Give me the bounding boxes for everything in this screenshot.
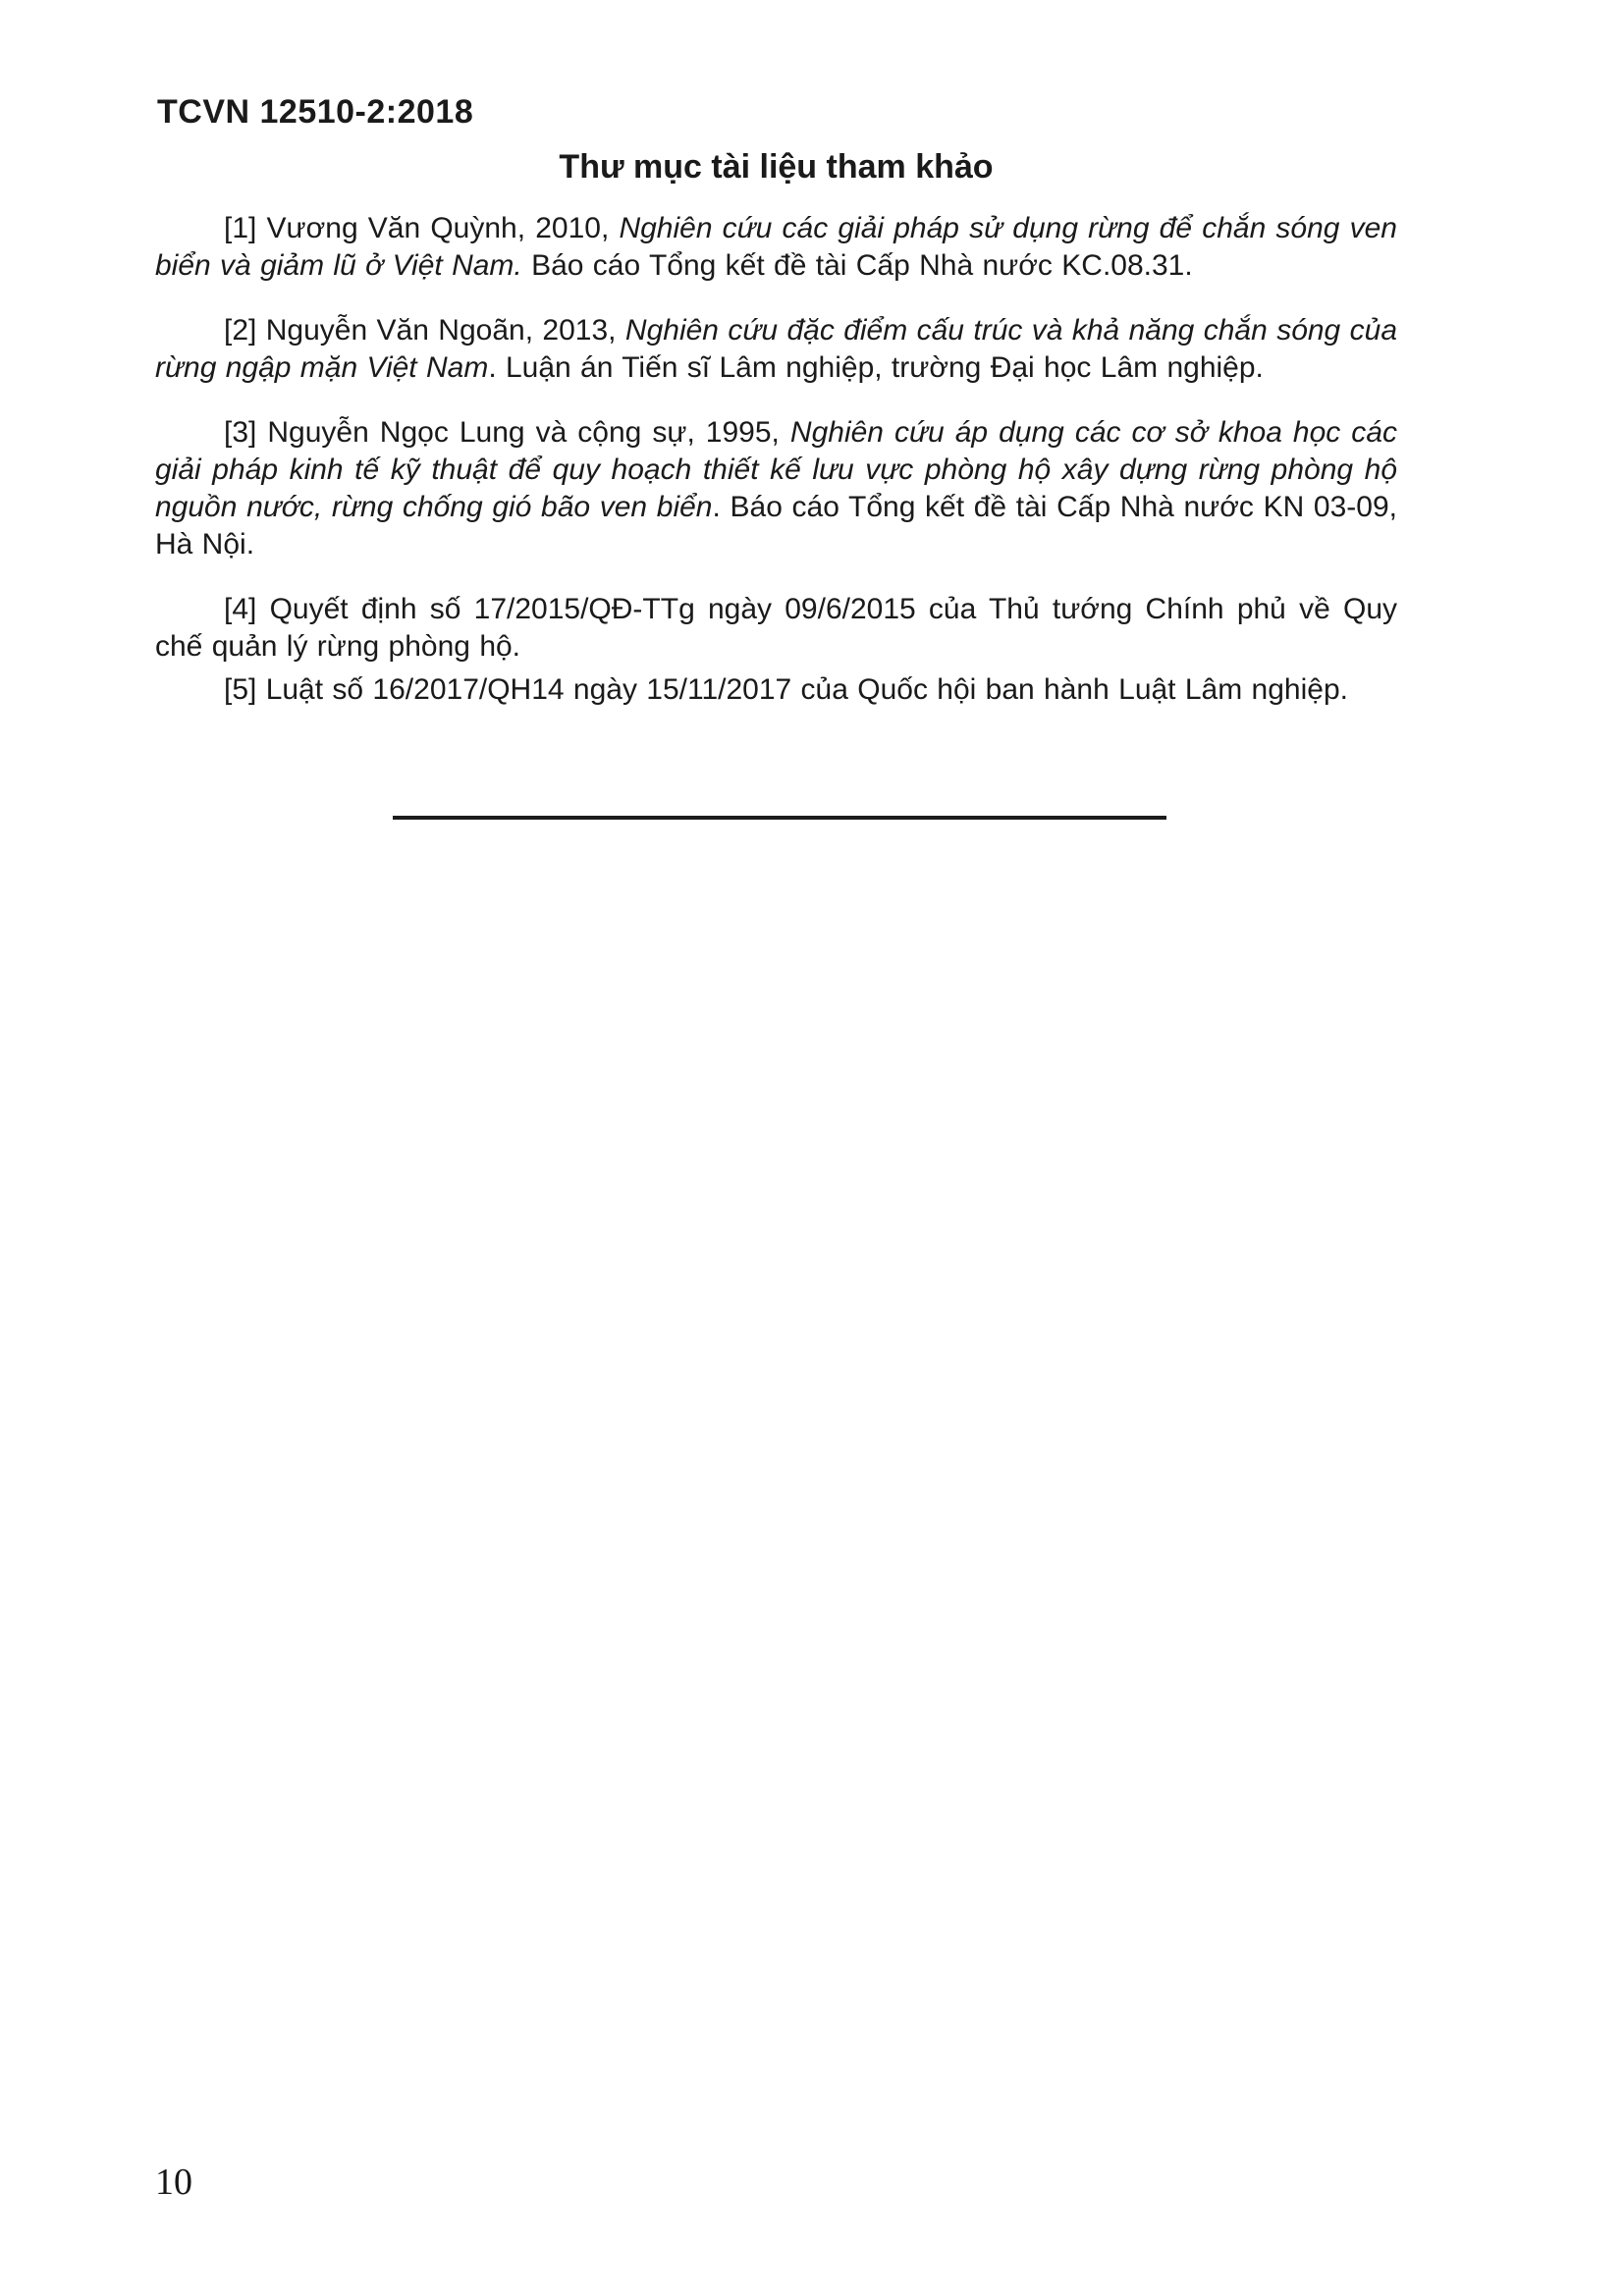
reference-item xyxy=(155,671,1397,709)
reference-text: [4] Quyết định số 17/2015/QĐ-TTg ngày 09/6/2015 của Thủ tướng Chính phủ về Quy chế quản lý rừng phòng hộ. xyxy=(155,593,1397,663)
reference-text: [3] Nguyễn Ngọc Lung và cộng sự, 1995, xyxy=(224,416,790,449)
reference-item xyxy=(155,210,1397,285)
reference-text: . Báo cáo Tổng kết đề tài Cấp Nhà nước KN 03-09, Hà Nội. xyxy=(155,491,1397,561)
page-title: Thư mục tài liệu tham khảo xyxy=(559,148,994,186)
reference-work-title: Nghiên cứu đặc điểm cấu trúc và khả năng chắn sóng của rừng ngập mặn Việt Nam xyxy=(155,314,1397,384)
reference-text: [5] Luật số 16/2017/QH14 ngày 15/11/2017 của Quốc hội ban hành Luật Lâm nghiệp. xyxy=(224,673,1348,706)
end-of-document-divider xyxy=(393,816,1166,820)
reference-text: [2] Nguyễn Văn Ngoãn, 2013, xyxy=(224,314,625,347)
standard-number-header: TCVN 12510-2:2018 xyxy=(157,93,474,131)
reference-work-title: Nghiên cứu áp dụng các cơ sở khoa học các giải pháp kinh tế kỹ thuật để quy hoạch thiết kế lưu vực phòng hộ xây dựng rừng phòng hộ nguồn nước, rừng chống gió bão ven biển xyxy=(155,416,1397,523)
page-number: 10 xyxy=(155,2162,192,2203)
reference-text: [1] Vương Văn Quỳnh, 2010, xyxy=(224,212,620,244)
reference-text: . Luận án Tiến sĩ Lâm nghiệp, trường Đại học Lâm nghiệp. xyxy=(488,351,1264,384)
reference-work-title: Nghiên cứu các giải pháp sử dụng rừng để chắn sóng ven biển và giảm lũ ở Việt Nam. xyxy=(155,212,1397,282)
reference-text: Báo cáo Tổng kết đề tài Cấp Nhà nước KC.08.31. xyxy=(521,249,1193,282)
reference-list xyxy=(155,210,1397,709)
reference-item xyxy=(155,312,1397,387)
reference-item xyxy=(155,414,1397,563)
reference-item xyxy=(155,591,1397,666)
